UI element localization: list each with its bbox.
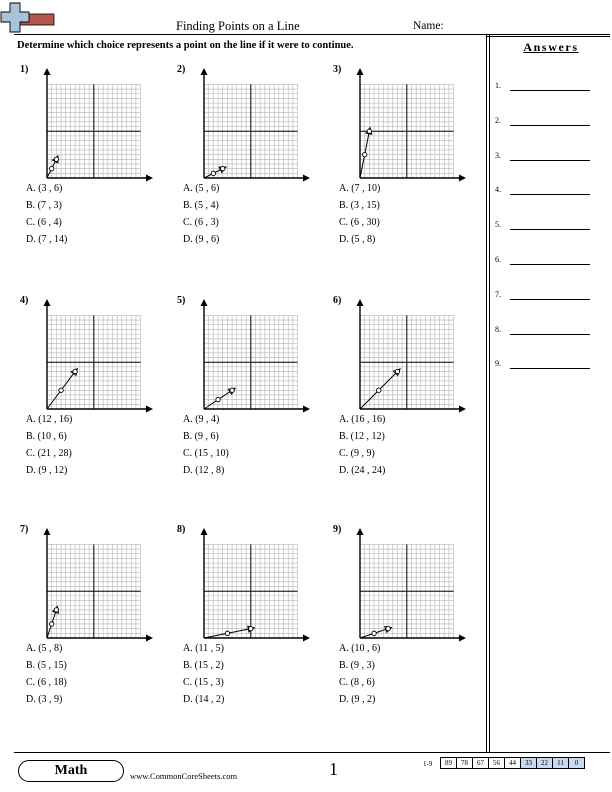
plotted-point	[54, 608, 58, 612]
choice-option: D. (14 , 2)	[183, 694, 225, 705]
answer-number: 2.	[495, 115, 501, 125]
answer-blank[interactable]	[510, 264, 590, 265]
score-cell: 33	[521, 758, 537, 769]
coordinate-graph	[336, 297, 471, 413]
plotted-point	[221, 166, 225, 170]
choice-option: A. (7 , 10)	[339, 183, 381, 194]
plotted-point	[225, 631, 229, 635]
answer-row	[495, 220, 595, 234]
footer-divider	[14, 752, 610, 753]
choice-option: D. (9 , 6)	[183, 234, 220, 245]
choice-option: B. (7 , 3)	[26, 200, 62, 211]
problem-number: 5)	[177, 295, 186, 306]
y-axis-arrow	[201, 68, 208, 75]
plotted-point	[211, 171, 215, 175]
y-axis-arrow	[357, 68, 364, 75]
problem-number: 4)	[20, 295, 29, 306]
answer-blank[interactable]	[510, 299, 590, 300]
answer-blank[interactable]	[510, 229, 590, 230]
y-axis-arrow	[201, 299, 208, 306]
score-cell: 22	[537, 758, 553, 769]
y-axis-arrow	[44, 528, 51, 535]
answer-blank[interactable]	[510, 194, 590, 195]
choice-option: A. (16 , 16)	[339, 414, 386, 425]
score-cell: 78	[457, 758, 473, 769]
problem-9	[333, 524, 483, 704]
x-axis-arrow	[303, 175, 310, 182]
coordinate-graph	[23, 526, 158, 642]
problem-number: 7)	[20, 524, 29, 535]
choice-option: C. (8 , 6)	[339, 677, 375, 688]
page-number: 1	[329, 759, 338, 779]
plotted-point	[386, 626, 390, 630]
choice-option: B. (9 , 6)	[183, 431, 219, 442]
answer-row	[495, 359, 595, 373]
problem-5	[177, 295, 327, 475]
plotted-point	[230, 388, 234, 392]
answer-row	[495, 185, 595, 199]
choice-option: D. (9 , 2)	[339, 694, 376, 705]
header-divider	[14, 34, 610, 35]
choice-option: A. (11 , 5)	[183, 643, 225, 654]
answer-choices	[339, 411, 385, 479]
answer-row	[495, 255, 595, 269]
y-axis-arrow	[201, 528, 208, 535]
answer-number: 3.	[495, 150, 501, 160]
problem-3	[333, 64, 483, 244]
y-axis-arrow	[357, 299, 364, 306]
choice-option: C. (21 , 28)	[26, 448, 72, 459]
answer-blank[interactable]	[510, 90, 590, 91]
x-axis-arrow	[146, 406, 153, 413]
plotted-point	[73, 369, 77, 373]
plotted-point	[377, 388, 381, 392]
y-axis-arrow	[44, 299, 51, 306]
choice-option: B. (5 , 15)	[26, 660, 67, 671]
answer-row	[495, 81, 595, 95]
problem-1	[20, 64, 170, 244]
answer-row	[495, 325, 595, 339]
plotted-point	[49, 166, 53, 170]
answer-choices	[183, 411, 229, 479]
score-cell: 89	[441, 758, 457, 769]
x-axis-arrow	[303, 635, 310, 642]
answer-choices	[339, 180, 380, 248]
subject-badge: Math	[18, 760, 124, 782]
answer-blank[interactable]	[510, 125, 590, 126]
name-label: Name:	[413, 20, 444, 32]
plotted-point	[395, 369, 399, 373]
plotted-point	[49, 622, 53, 626]
answer-choices	[339, 640, 380, 708]
y-axis-arrow	[44, 68, 51, 75]
score-cell: 0	[569, 758, 585, 769]
choice-option: D. (7 , 14)	[26, 234, 68, 245]
answer-number: 9.	[495, 359, 501, 369]
problem-number: 2)	[177, 64, 186, 75]
answer-blank[interactable]	[510, 368, 590, 369]
choice-option: C. (6 , 4)	[26, 217, 62, 228]
choice-option: C. (6 , 30)	[339, 217, 380, 228]
plotted-point	[372, 631, 376, 635]
answer-blank[interactable]	[510, 334, 590, 335]
choice-option: C. (15 , 10)	[183, 448, 229, 459]
answer-choices	[26, 411, 72, 479]
x-axis-arrow	[459, 635, 466, 642]
choice-option: A. (5 , 6)	[183, 183, 220, 194]
choice-option: C. (15 , 3)	[183, 677, 224, 688]
choice-option: A. (3 , 6)	[26, 183, 63, 194]
choice-option: B. (5 , 4)	[183, 200, 219, 211]
coordinate-graph	[180, 526, 315, 642]
answer-number: 5.	[495, 220, 501, 230]
plotted-point	[367, 129, 371, 133]
choice-option: D. (12 , 8)	[183, 465, 225, 476]
choice-option: C. (6 , 18)	[26, 677, 67, 688]
choice-option: D. (9 , 12)	[26, 465, 68, 476]
choice-option: B. (10 , 6)	[26, 431, 67, 442]
choice-option: D. (24 , 24)	[339, 465, 386, 476]
coordinate-graph	[336, 66, 471, 182]
score-cell: 11	[553, 758, 569, 769]
problem-number: 6)	[333, 295, 342, 306]
answer-column-divider	[486, 35, 487, 752]
answer-row	[495, 290, 595, 304]
plotted-point	[362, 152, 366, 156]
coordinate-graph	[180, 297, 315, 413]
choice-option: D. (3 , 9)	[26, 694, 63, 705]
score-cell: 67	[473, 758, 489, 769]
x-axis-arrow	[146, 175, 153, 182]
problem-2	[177, 64, 327, 244]
answer-choices	[26, 640, 67, 708]
choice-option: A. (12 , 16)	[26, 414, 73, 425]
coordinate-graph	[336, 526, 471, 642]
answer-blank[interactable]	[510, 160, 590, 161]
problem-8	[177, 524, 327, 704]
answer-column-divider-inner	[489, 35, 490, 752]
problem-number: 9)	[333, 524, 342, 535]
instructions: Determine which choice represents a point on the line if it were to continue.	[17, 40, 354, 51]
choice-option: A. (5 , 8)	[26, 643, 63, 654]
choice-option: B. (15 , 2)	[183, 660, 224, 671]
answer-choices	[183, 180, 219, 248]
choice-option: B. (3 , 15)	[339, 200, 380, 211]
score-cell: 44	[505, 758, 521, 769]
website-link[interactable]: www.CommonCoreSheets.com	[130, 771, 238, 781]
choice-option: C. (6 , 3)	[183, 217, 219, 228]
answer-row	[495, 116, 595, 130]
worksheet-title: Finding Points on a Line	[176, 19, 300, 33]
coordinate-graph	[23, 297, 158, 413]
plotted-point	[59, 388, 63, 392]
x-axis-arrow	[459, 406, 466, 413]
score-table	[440, 757, 585, 769]
problem-4	[20, 295, 170, 475]
answer-choices	[26, 180, 67, 248]
answer-number: 4.	[495, 185, 501, 195]
answer-number: 6.	[495, 255, 501, 264]
choice-option: A. (9 , 4)	[183, 414, 220, 425]
answers-heading: Answers	[523, 40, 579, 54]
score-range-label: 1-9	[423, 760, 433, 768]
plotted-point	[249, 626, 253, 630]
choice-option: A. (10 , 6)	[339, 643, 381, 654]
answer-row	[495, 151, 595, 165]
problem-7	[20, 524, 170, 704]
choice-option: D. (5 , 8)	[339, 234, 376, 245]
plotted-point	[216, 397, 220, 401]
x-axis-arrow	[459, 175, 466, 182]
choice-option: B. (9 , 3)	[339, 660, 375, 671]
x-axis-arrow	[303, 406, 310, 413]
answer-number: 8.	[495, 324, 501, 334]
coordinate-graph	[180, 66, 315, 182]
answer-number: 7.	[495, 289, 501, 299]
score-cell: 56	[489, 758, 505, 769]
y-axis-arrow	[357, 528, 364, 535]
x-axis-arrow	[146, 635, 153, 642]
choice-option: C. (9 , 9)	[339, 448, 375, 459]
choice-option: B. (12 , 12)	[339, 431, 385, 442]
problem-number: 8)	[177, 524, 186, 535]
problem-6	[333, 295, 483, 475]
problem-number: 3)	[333, 64, 342, 75]
answer-number: 1.	[495, 81, 501, 90]
header-divider-lower	[486, 36, 610, 37]
plotted-point	[54, 157, 58, 161]
coordinate-graph	[23, 66, 158, 182]
problem-number: 1)	[20, 64, 29, 75]
answer-choices	[183, 640, 224, 708]
